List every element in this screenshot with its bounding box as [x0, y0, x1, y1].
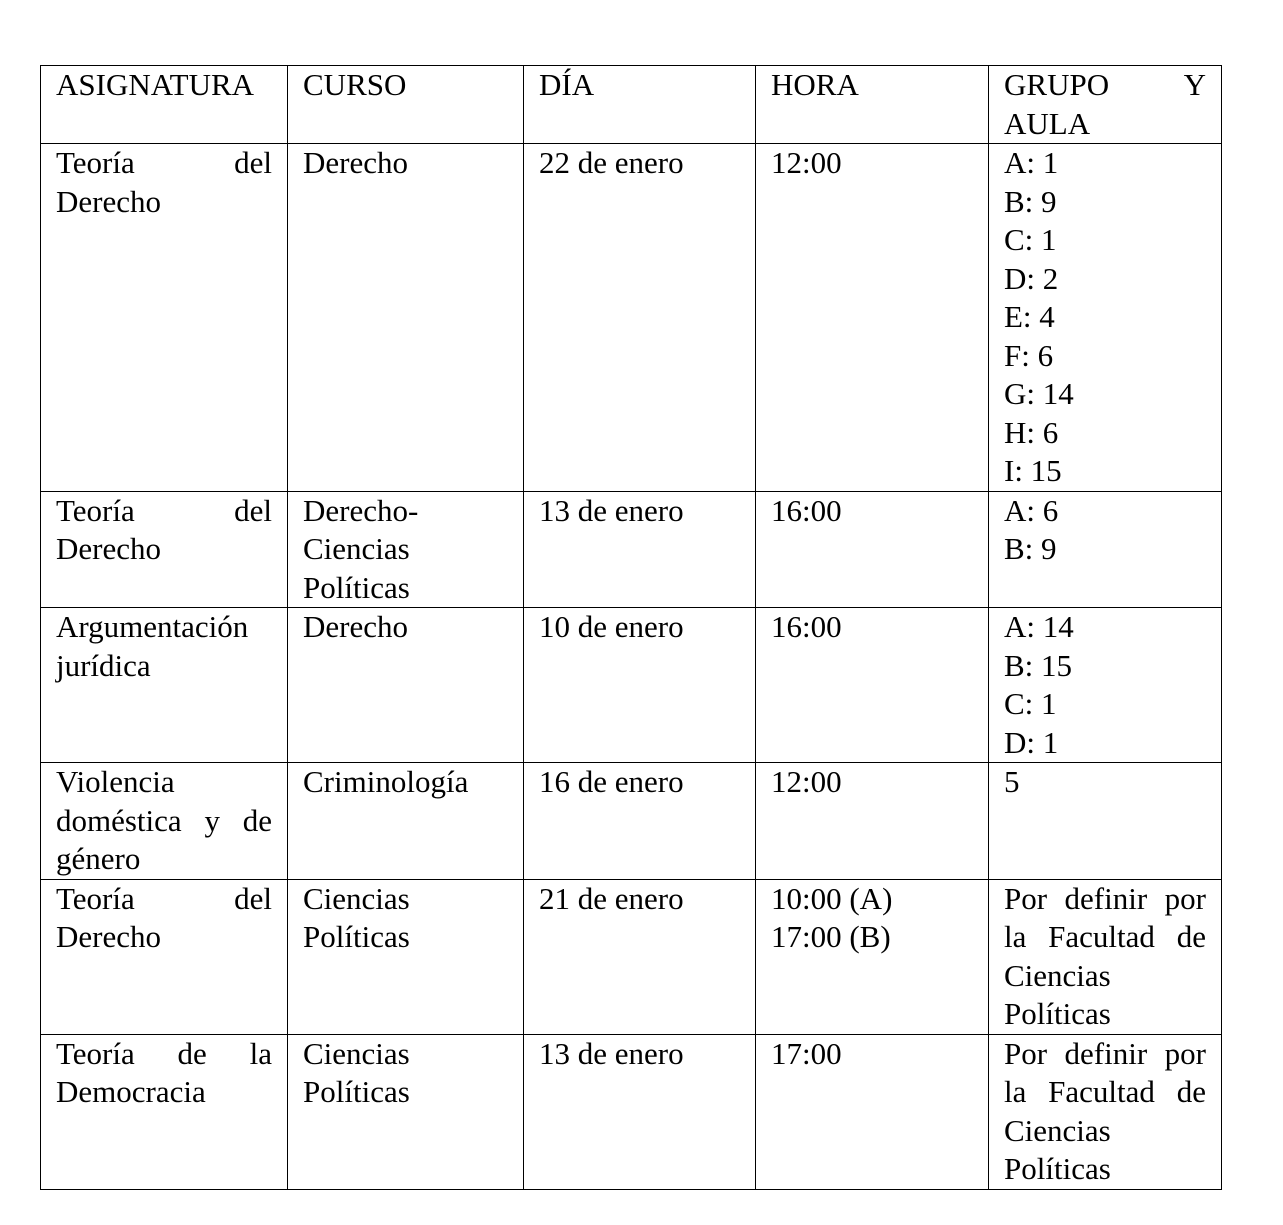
cell-grupo-aula [989, 608, 1222, 763]
cell-hora-line: 16:00 [771, 609, 842, 644]
cell-grupo-aula-line: F: 6 [1004, 337, 1054, 373]
cell-asignatura-line: Violencia [56, 764, 175, 799]
cell-grupo-aula [989, 879, 1222, 1034]
table-row [41, 491, 1222, 608]
header-curso: CURSO [288, 66, 524, 144]
cell-dia-line: 22 de enero [539, 145, 684, 180]
cell-dia [524, 144, 756, 492]
cell-curso-line: Políticas [303, 569, 410, 605]
cell-grupo-aula-line: Políticas [1004, 996, 1111, 1031]
cell-hora [756, 879, 989, 1034]
header-dia: DÍA [524, 66, 756, 144]
cell-grupo-aula-line: C: 1 [1004, 686, 1057, 721]
cell-curso-line: Criminología [303, 764, 469, 799]
cell-grupo-aula-line: la Facultad de [1004, 919, 1206, 954]
table-row [41, 763, 1222, 880]
cell-dia-line: 13 de enero [539, 1035, 684, 1071]
cell-asignatura-line: Derecho [56, 531, 161, 566]
cell-asignatura-line: Teoría de la [56, 1035, 272, 1071]
cell-dia-line: 21 de enero [539, 880, 684, 916]
cell-curso [288, 1034, 524, 1189]
table-row [41, 879, 1222, 1034]
cell-hora-line: 17:00 [771, 1035, 842, 1071]
cell-grupo-aula [989, 763, 1222, 880]
cell-asignatura [41, 144, 288, 492]
cell-hora [756, 1034, 989, 1189]
cell-grupo-aula-line: B: 9 [1004, 183, 1057, 219]
cell-grupo-aula-line: D: 2 [1004, 260, 1059, 296]
cell-asignatura-line: Teoría del [56, 492, 272, 528]
cell-hora [756, 608, 989, 763]
cell-grupo-aula-line: A: 1 [1004, 145, 1059, 180]
cell-asignatura [41, 763, 288, 880]
cell-asignatura-line: Democracia [56, 1074, 206, 1109]
cell-grupo-aula [989, 491, 1222, 608]
cell-grupo-aula-line: I: 15 [1004, 453, 1062, 488]
cell-dia-line: 13 de enero [539, 492, 684, 528]
cell-grupo-aula-line: Por definir por [1004, 1035, 1206, 1071]
cell-dia [524, 879, 756, 1034]
cell-curso [288, 879, 524, 1034]
header-asignatura: ASIGNATURA [41, 66, 288, 144]
header-grupo-y-aula: GRUPO Y AULA [989, 66, 1222, 144]
cell-hora-line: 12:00 [771, 145, 842, 180]
cell-asignatura-line: Derecho [56, 919, 161, 954]
cell-grupo-aula-line: A: 6 [1004, 492, 1059, 528]
exam-schedule-table [40, 65, 1222, 1190]
header-hora: HORA [756, 66, 989, 144]
cell-dia [524, 763, 756, 880]
cell-grupo-aula-line: C: 1 [1004, 222, 1057, 257]
cell-grupo-aula-line: A: 14 [1004, 609, 1074, 644]
cell-grupo-aula [989, 1034, 1222, 1189]
cell-curso [288, 763, 524, 880]
cell-asignatura-line: doméstica y de [56, 802, 272, 838]
cell-curso-line: Políticas [303, 919, 410, 954]
cell-hora [756, 491, 989, 608]
cell-asignatura-line: Derecho [56, 183, 161, 219]
cell-dia-line: 16 de enero [539, 764, 684, 799]
cell-curso-line: Ciencias [303, 531, 410, 566]
cell-dia [524, 608, 756, 763]
cell-asignatura-line: Teoría del [56, 880, 272, 916]
cell-grupo-aula-line: Ciencias [1004, 1112, 1111, 1148]
cell-hora-line: 10:00 (A) [771, 880, 893, 916]
cell-curso-line: Derecho [303, 609, 408, 644]
table-row [41, 608, 1222, 763]
cell-grupo-aula-line: E: 4 [1004, 299, 1055, 334]
cell-grupo-aula-line: la Facultad de [1004, 1074, 1206, 1109]
cell-hora [756, 144, 989, 492]
cell-curso-line: Derecho- [303, 492, 419, 528]
cell-curso-line: Ciencias [303, 1035, 410, 1071]
cell-dia [524, 1034, 756, 1189]
cell-curso [288, 144, 524, 492]
table-row [41, 144, 1222, 492]
cell-dia-line: 10 de enero [539, 609, 684, 644]
cell-grupo-aula-line: Políticas [1004, 1151, 1111, 1186]
cell-asignatura-line: género [56, 841, 141, 876]
cell-grupo-aula-line: B: 9 [1004, 531, 1057, 566]
cell-grupo-aula-line: H: 6 [1004, 414, 1059, 450]
cell-grupo-aula-line: 5 [1004, 764, 1020, 799]
cell-grupo-aula-line: Por definir por [1004, 880, 1206, 916]
cell-asignatura [41, 1034, 288, 1189]
cell-asignatura [41, 608, 288, 763]
cell-hora-line: 12:00 [771, 764, 842, 799]
cell-grupo-aula-line: G: 14 [1004, 376, 1074, 411]
cell-asignatura-line: Argumentación [56, 609, 249, 644]
cell-curso-line: Derecho [303, 145, 408, 180]
cell-curso [288, 608, 524, 763]
cell-hora-line: 16:00 [771, 492, 842, 528]
cell-curso [288, 491, 524, 608]
table-body [41, 144, 1222, 1190]
cell-grupo-aula [989, 144, 1222, 492]
cell-curso-line: Políticas [303, 1074, 410, 1109]
cell-hora [756, 763, 989, 880]
cell-grupo-aula-line: Ciencias [1004, 957, 1111, 993]
cell-asignatura-line: Teoría del [56, 145, 272, 180]
cell-grupo-aula-line: B: 15 [1004, 647, 1073, 683]
table-row [41, 1034, 1222, 1189]
cell-asignatura [41, 879, 288, 1034]
cell-asignatura [41, 491, 288, 608]
header-row [41, 66, 1222, 144]
cell-dia [524, 491, 756, 608]
cell-asignatura-line: jurídica [56, 647, 151, 683]
cell-hora-line: 17:00 (B) [771, 919, 891, 954]
cell-curso-line: Ciencias [303, 880, 410, 916]
cell-grupo-aula-line: D: 1 [1004, 724, 1059, 760]
